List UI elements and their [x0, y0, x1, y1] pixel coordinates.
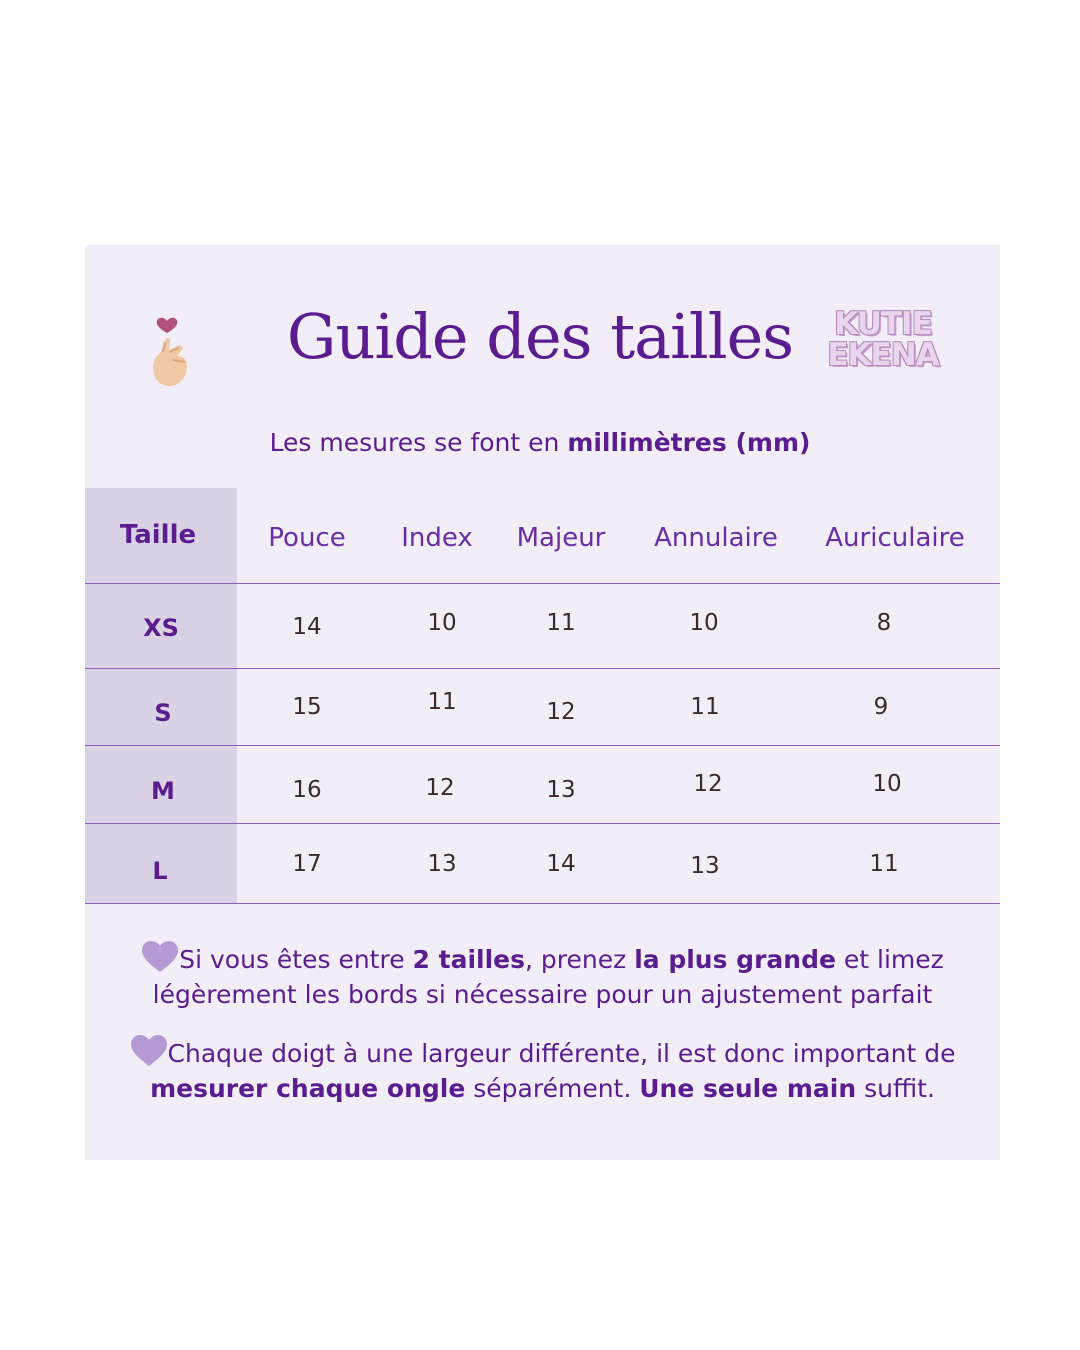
table-cell: 12	[693, 771, 723, 797]
note-text: et limez	[835, 945, 944, 974]
note-bold: la plus grande	[634, 945, 836, 974]
table-cell: 11	[427, 689, 457, 715]
logo-line-1: KUTIE	[834, 306, 932, 342]
logo-line-2: EKENA	[827, 337, 939, 373]
table-cell: 10	[689, 610, 719, 636]
table-divider	[85, 903, 1000, 904]
table-cell: 11	[546, 610, 576, 636]
column-header-auriculaire: Auriculaire	[825, 523, 965, 553]
table-cell: 12	[546, 699, 576, 725]
table-divider	[85, 823, 1000, 824]
table-cell: 13	[427, 851, 457, 877]
table-cell: 16	[292, 777, 322, 803]
table-cell: 15	[292, 694, 322, 720]
size-label-l: L	[152, 857, 168, 885]
size-label-s: S	[154, 699, 172, 727]
table-cell: 14	[546, 851, 576, 877]
note-text: Si vous êtes entre	[179, 945, 413, 974]
size-label-xs: XS	[143, 614, 179, 642]
table-cell: 12	[425, 775, 455, 801]
table-cell: 10	[427, 610, 457, 636]
column-header-pouce: Pouce	[268, 523, 346, 553]
column-header-majeur: Majeur	[516, 523, 606, 553]
table-cell: 11	[869, 851, 899, 877]
table-cell: 8	[876, 610, 892, 636]
note-bold: 2 tailles	[412, 945, 526, 974]
heart-icon	[141, 940, 179, 974]
subtitle-unit: millimètres (mm)	[567, 428, 811, 457]
note-text: , prenez	[525, 945, 635, 974]
table-cell: 17	[292, 851, 322, 877]
note-text: séparément.	[465, 1074, 640, 1103]
column-header-index: Index	[401, 523, 473, 553]
note-measure-each	[85, 1034, 1000, 1106]
note-text: Chaque doigt à une largeur différente, il est donc important de	[167, 1039, 956, 1068]
table-cell: 9	[873, 694, 889, 720]
table-cell: 11	[690, 694, 720, 720]
column-header-annulaire: Annulaire	[654, 523, 778, 553]
note-bold: Une seule main	[639, 1074, 857, 1103]
note-size-between	[85, 940, 1000, 1012]
table-cell: 14	[292, 614, 322, 640]
table-divider	[85, 668, 1000, 669]
brand-logo	[818, 306, 948, 376]
size-column-header: Taille	[119, 520, 197, 550]
table-cell: 13	[546, 777, 576, 803]
table-cell: 10	[872, 771, 902, 797]
units-subtitle	[0, 428, 1080, 457]
size-column-background	[85, 488, 237, 903]
subtitle-text: Les mesures se font en	[269, 428, 568, 457]
page-title: Guide des tailles	[286, 300, 794, 373]
size-label-m: M	[151, 777, 175, 805]
table-divider	[85, 583, 1000, 584]
note-bold: mesurer chaque ongle	[150, 1074, 466, 1103]
table-divider	[85, 745, 1000, 746]
table-cell: 13	[690, 853, 720, 879]
heart-icon	[130, 1034, 168, 1068]
note-text: suffit.	[856, 1074, 935, 1103]
note-text: légèrement les bords si nécessaire pour un ajustement parfait	[152, 980, 933, 1009]
